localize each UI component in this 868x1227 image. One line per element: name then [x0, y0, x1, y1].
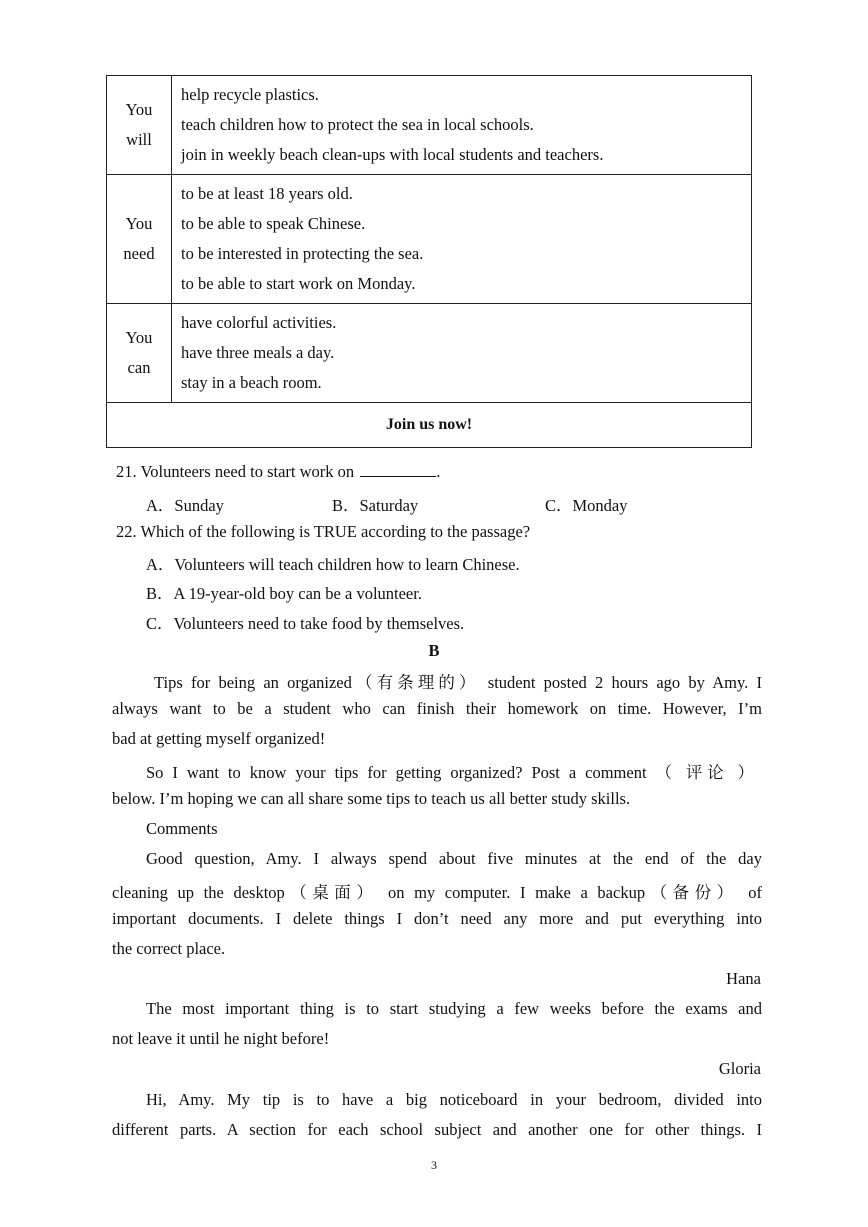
paragraph-line: below. I’m hoping we can all share some tips to teach us all better study skills. [112, 789, 631, 808]
label-word: You [125, 328, 153, 347]
list-item: to be able to start work on Monday. [181, 274, 416, 293]
list-item: have colorful activities. [181, 313, 337, 332]
table-row [107, 175, 752, 304]
option-c: C．Volunteers need to take food by themselves. [146, 614, 465, 633]
paragraph-line: So I want to know your tips for getting organized? Post a comment （ 评论 ） [146, 763, 754, 782]
question-text: Which of the following is TRUE according to the passage? [140, 522, 531, 541]
list-item: teach children how to protect the sea in local schools. [181, 115, 534, 134]
table-footer-row [107, 403, 752, 448]
list-item: help recycle plastics. [181, 85, 319, 104]
paragraph-line: not leave it until he night before! [112, 1029, 330, 1048]
question-22 [116, 522, 530, 542]
question-suffix: . [436, 462, 441, 481]
paragraph-line: always want to be a student who can finish their homework on time. However, I’m [112, 699, 762, 718]
page-number: 3 [431, 1158, 437, 1172]
join-us-banner: Join us now! [107, 403, 752, 448]
row-label [107, 175, 172, 304]
paragraph-line: bad at getting myself organized! [112, 729, 326, 748]
list-item: to be able to speak Chinese. [181, 214, 366, 233]
question-number: 21. [116, 462, 137, 481]
paragraph-line: important documents. I delete things I don’t need any more and put everything into [112, 909, 762, 928]
label-word: You [125, 100, 153, 119]
list-item: have three meals a day. [181, 343, 335, 362]
label-word: need [123, 244, 155, 263]
option-b: B．Saturday [332, 496, 419, 515]
question-text: Volunteers need to start work on [140, 462, 355, 481]
list-item: join in weekly beach clean-ups with local students and teachers. [181, 145, 604, 164]
option-b: B．A 19-year-old boy can be a volunteer. [146, 584, 422, 603]
comments-heading: Comments [146, 819, 218, 838]
row-items [172, 304, 752, 403]
paragraph-line: cleaning up the desktop（桌面） on my computer. I make a backup（备份） of [112, 883, 762, 902]
row-label [107, 76, 172, 175]
label-word: You [125, 214, 153, 233]
signature: Gloria [718, 1059, 761, 1078]
option-c: C．Monday [545, 496, 628, 515]
list-item: to be at least 18 years old. [181, 184, 353, 203]
paragraph-line: Hi, Amy. My tip is to have a big noticeboard in your bedroom, divided into [146, 1090, 762, 1109]
paragraph-line: Tips for being an organized（有条理的） student posted 2 hours ago by Amy. I [154, 673, 762, 692]
row-label [107, 304, 172, 403]
row-items [172, 175, 752, 304]
label-word: can [127, 358, 151, 377]
label-word: will [126, 130, 152, 149]
option-a: A．Sunday [146, 496, 224, 515]
volunteer-info-table [106, 75, 752, 448]
list-item: to be interested in protecting the sea. [181, 244, 424, 263]
table-row [107, 76, 752, 175]
answer-blank [360, 462, 436, 477]
paragraph-line: different parts. A section for each school subject and another one for other things. I [112, 1120, 762, 1139]
paragraph-line: The most important thing is to start studying a few weeks before the exams and [146, 999, 762, 1018]
paragraph-line: Good question, Amy. I always spend about five minutes at the end of the day [146, 849, 762, 868]
paragraph-line: the correct place. [112, 939, 226, 958]
table-row [107, 304, 752, 403]
list-item: stay in a beach room. [181, 373, 322, 392]
section-title: B [428, 641, 440, 660]
question-21 [116, 462, 440, 482]
signature: Hana [726, 969, 761, 988]
row-items [172, 76, 752, 175]
option-a: A．Volunteers will teach children how to learn Chinese. [146, 555, 520, 574]
question-number: 22. [116, 522, 137, 541]
